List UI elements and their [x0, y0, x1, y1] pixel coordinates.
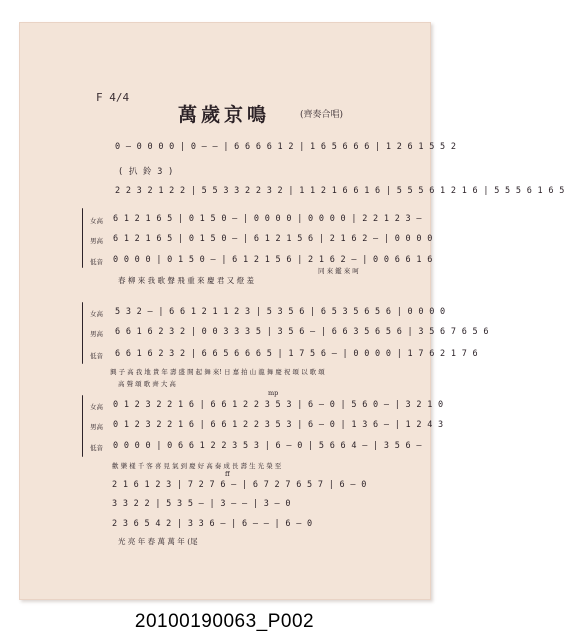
system-1-brace [82, 208, 83, 268]
system-1-label-2: 男高 [90, 237, 103, 245]
song-title: 萬歲京鳴 [178, 104, 271, 126]
system-4-row-3: 2 3 6 5 4 2 | 3 3 6 — | 6 — — | 6 — 0 [112, 519, 313, 529]
system-2-lyrics: 興 子 高 我 地 貴 年 壽 盛 開 起 舞 來! 日 嘉 拍 山 龍 舞 慶 祝 頌 以 歌 頌 [110, 368, 325, 376]
system-1-row-1: 6 1 2 1 6 5 | 0 1 5 0 — | 0 0 0 0 | 0 0 0 0 | 2 2 1 2 3 — [113, 214, 422, 224]
system-1-row-3: 0 0 0 0 | 0 1 5 0 — | 6 1 2 1 5 6 | 2 1 6 2 — | 0 0 6 6 1 6 [113, 255, 433, 265]
image-caption: 20100190063_P002 [134, 611, 315, 632]
system-4-row-2: 3 3 2 2 | 5 3 5 — | 3 — — | 3 — 0 [112, 499, 291, 509]
system-2-brace [82, 302, 83, 364]
system-2-row-3: 6 6 1 6 2 3 2 | 6 6 5 6 6 6 5 | 1 7 5 6 — | 0 0 0 0 | 1 7 6 2 1 7 6 [115, 349, 478, 359]
system-3-label-1: 女高 [90, 403, 103, 411]
system-3-row-2: 0 1 2 3 2 2 1 6 | 6 6 1 2 2 3 5 3 | 6 — 0 | 1 3 6 — | 1 2 4 3 [113, 420, 444, 430]
system-2-row-1: 5 3 2 — | 6 6 1 2 1 1 2 3 | 5 3 5 6 | 6 5 3 5 6 5 6 | 0 0 0 0 [115, 307, 446, 317]
system-3-label-2: 男高 [90, 423, 103, 431]
system-4-lyrics: 光 亮 年 春 萬 萬 年 (尾 [118, 537, 198, 546]
ff-mark: ff [225, 470, 230, 478]
system-2-lyrics-2: 高 聲 頌 歌 齊 大 高 [118, 380, 176, 388]
system-1-label-3: 低音 [90, 258, 103, 266]
system-3-row-1: 0 1 2 3 2 2 1 6 | 6 6 1 2 2 3 5 3 | 6 — 0 | 5 6 0 — | 3 2 1 0 [113, 400, 444, 410]
system-3-brace [82, 395, 83, 457]
system-1-label-1: 女高 [90, 217, 103, 225]
song-subtitle: (齊奏合唱) [300, 110, 344, 120]
system-3-row-3: 0 0 0 0 | 0 6 6 1 2 2 3 5 3 | 6 — 0 | 5 6 6 4 — | 3 5 6 — [113, 441, 422, 451]
system-1-row-2: 6 1 2 1 6 5 | 0 1 5 0 — | 6 1 2 1 5 6 | 2 1 6 2 — | 0 0 0 0 [113, 234, 433, 244]
intro-line-2: 2 2 3 2 1 2 2 | 5 5 3 3 2 2 3 2 | 1 1 2 1 6 6 1 6 | 5 5 5 6 1 2 1 6 | 5 5 5 6 1 6 5 [115, 186, 565, 196]
dynamic-mark: mp [268, 389, 279, 397]
system-4-row-1: 2 1 6 1 2 3 | 7 2 7 6 — | 6 7 2 7 6 5 7 | 6 — 0 [112, 480, 367, 490]
intro-line-1: 0 — 0 0 0 0 | 0 — — | 6 6 6 6 1 2 | 1 6 5 6 6 6 | 1 2 6 1 5 5 2 [115, 142, 457, 152]
system-2-row-2: 6 6 1 6 2 3 2 | 0 0 3 3 3 5 | 3 5 6 — | 6 6 3 5 6 5 6 | 3 5 6 7 6 5 6 [115, 327, 489, 337]
system-2-label-1: 女高 [90, 310, 103, 318]
key-signature: F 4/4 [96, 91, 130, 104]
system-3-label-3: 低音 [90, 444, 103, 452]
intro-note: ( 扒 鈴 3 ) [118, 167, 174, 177]
system-3-lyrics: 歡 樂 樣 千 客 喜 見 氣 到 慶 好 高 奏 成 長 壽 生 光 榮 至 [112, 462, 282, 470]
system-2-label-2: 男高 [90, 330, 103, 338]
system-1-lyrics-right: 同 來 鑑 來 呵 [318, 267, 359, 275]
system-1-lyrics: 春 柳 來 我 歌 聲 飛 重 來 慶 君 又 燈 羞 [118, 276, 254, 285]
system-2-label-3: 低音 [90, 352, 103, 360]
